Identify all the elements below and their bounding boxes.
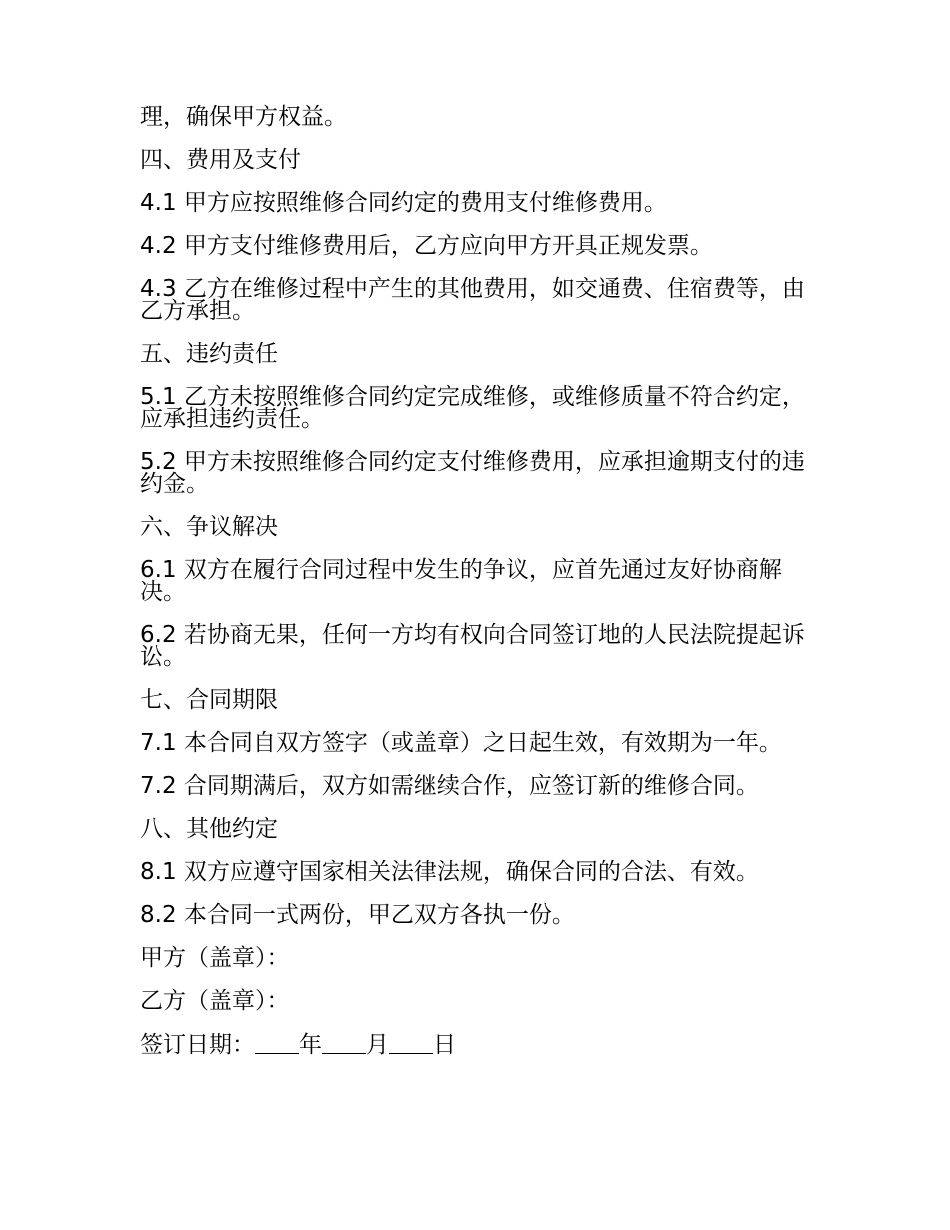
year-blank bbox=[255, 1033, 299, 1054]
month-blank bbox=[322, 1033, 366, 1054]
party-b-seal-line: 乙方（盖章）： bbox=[140, 988, 290, 1014]
signing-date-label: 签订日期： bbox=[140, 1032, 255, 1058]
clause: 5.1 乙方未按照维修合同约定完成维修，或维修质量不符合约定，应承担违约责任。 bbox=[140, 384, 805, 432]
clause: 4.2 甲方支付维修费用后，乙方应向甲方开具正规发票。 bbox=[140, 233, 713, 259]
year-unit: 年 bbox=[299, 1032, 322, 1058]
clause: 8.2 本合同一式两份，甲乙双方各执一份。 bbox=[140, 902, 575, 928]
clause: 6.2 若协商无果，任何一方均有权向合同签订地的人民法院提起诉讼。 bbox=[140, 622, 805, 670]
day-blank bbox=[389, 1033, 433, 1054]
day-unit: 日 bbox=[433, 1032, 456, 1058]
clause: 6.1 双方在履行合同过程中发生的争议，应首先通过友好协商解决。 bbox=[140, 557, 782, 605]
clause: 7.1 本合同自双方签字（或盖章）之日起生效，有效期为一年。 bbox=[140, 730, 782, 756]
clause: 4.3 乙方在维修过程中产生的其他费用，如交通费、住宿费等，由乙方承担。 bbox=[140, 276, 805, 324]
paragraph: 理，确保甲方权益。 bbox=[140, 104, 347, 130]
clause: 4.1 甲方应按照维修合同约定的费用支付维修费用。 bbox=[140, 190, 667, 216]
clause: 8.1 双方应遵守国家相关法律法规，确保合同的合法、有效。 bbox=[140, 859, 759, 885]
clause: 7.2 合同期满后，双方如需继续合作，应签订新的维修合同。 bbox=[140, 773, 759, 799]
section-heading: 八、其他约定 bbox=[140, 816, 278, 842]
section-heading: 五、违约责任 bbox=[140, 341, 278, 367]
month-unit: 月 bbox=[366, 1032, 389, 1058]
document-body bbox=[140, 106, 810, 1077]
clause: 5.2 甲方未按照维修合同约定支付维修费用，应承担逾期支付的违约金。 bbox=[140, 449, 805, 497]
section-heading: 七、合同期限 bbox=[140, 687, 278, 713]
section-heading: 四、费用及支付 bbox=[140, 147, 301, 173]
signing-date-line bbox=[140, 1033, 810, 1056]
section-heading: 六、争议解决 bbox=[140, 514, 278, 540]
party-a-seal-line: 甲方（盖章）： bbox=[140, 945, 290, 971]
